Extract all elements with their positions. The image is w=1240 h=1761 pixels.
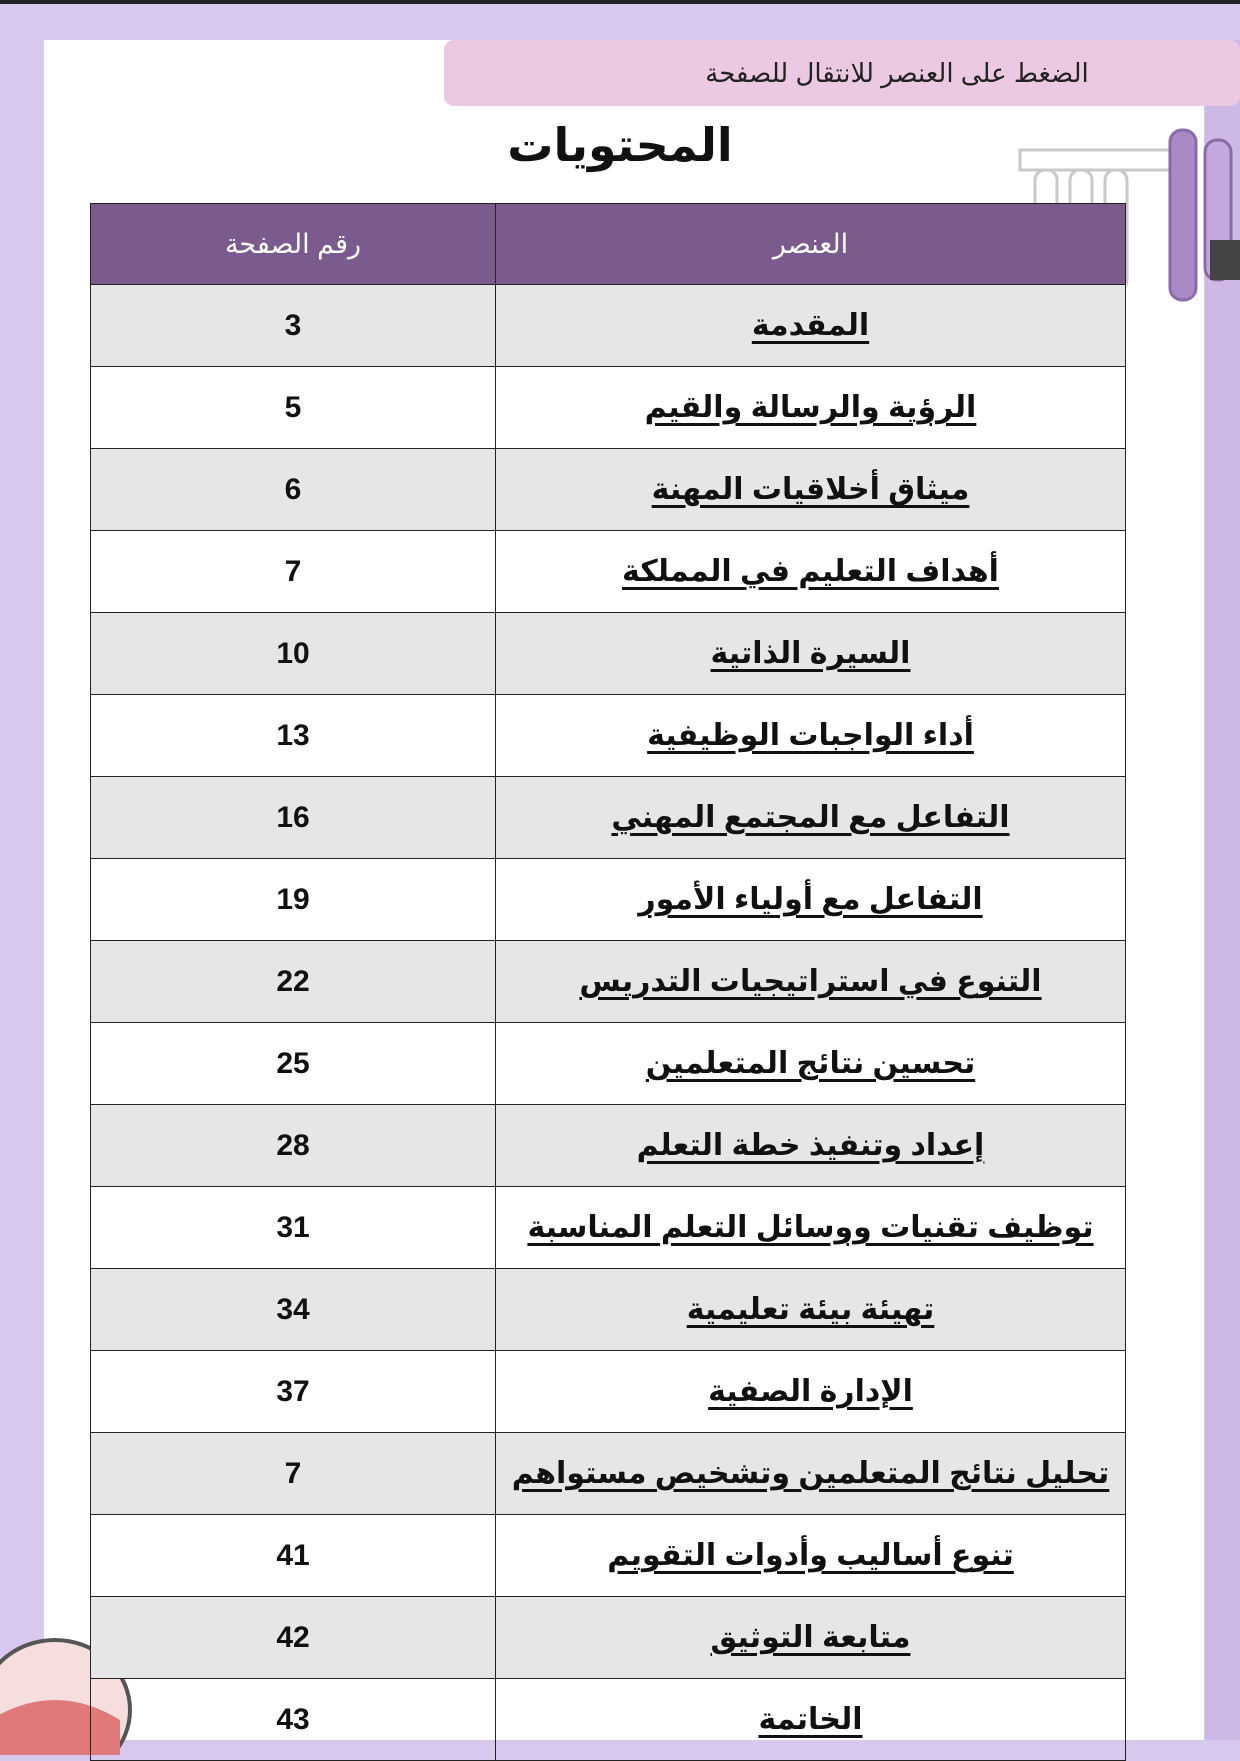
page-number: 16 <box>91 777 496 859</box>
toc-item-link[interactable]: التفاعل مع أولياء الأمور <box>638 883 983 916</box>
toc-item-link[interactable]: تهيئة بيئة تعليمية <box>686 1293 935 1326</box>
table-row <box>91 1597 1126 1679</box>
table-row <box>91 1351 1126 1433</box>
table-row <box>91 777 1126 859</box>
table-row <box>91 613 1126 695</box>
page-number: 5 <box>91 367 496 449</box>
table-row <box>91 1023 1126 1105</box>
toc-item-cell <box>496 367 1126 449</box>
column-header-page: رقم الصفحة <box>91 204 496 285</box>
toc-item-link[interactable]: إعداد وتنفيذ خطة التعلم <box>636 1129 985 1162</box>
toc-item-cell <box>496 941 1126 1023</box>
page-number: 7 <box>91 531 496 613</box>
toc-item-link[interactable]: تحليل نتائج المتعلمين وتشخيص مستواهم <box>511 1457 1110 1490</box>
page-title: المحتويات <box>507 119 733 171</box>
toc-item-cell <box>496 1351 1126 1433</box>
toc-item-cell <box>496 1515 1126 1597</box>
page-number: 41 <box>91 1515 496 1597</box>
toc-item-cell <box>496 449 1126 531</box>
table-header-row <box>91 204 1126 285</box>
page-number: 43 <box>91 1679 496 1761</box>
toc-item-link[interactable]: الخاتمة <box>758 1703 863 1736</box>
toc-item-link[interactable]: أهداف التعليم في المملكة <box>622 555 999 588</box>
table-row <box>91 1269 1126 1351</box>
toc-item-link[interactable]: الرؤية والرسالة والقيم <box>644 391 977 424</box>
table-row <box>91 1679 1126 1761</box>
toc-item-cell <box>496 777 1126 859</box>
toc-item-cell <box>496 1187 1126 1269</box>
page-number: 6 <box>91 449 496 531</box>
toc-item-cell <box>496 1105 1126 1187</box>
navigation-hint-text: الضغط على العنصر للانتقال للصفحة <box>705 57 1089 88</box>
page-number: 28 <box>91 1105 496 1187</box>
top-border <box>0 0 1240 4</box>
toc-item-link[interactable]: الإدارة الصفية <box>708 1375 913 1408</box>
table-row <box>91 1187 1126 1269</box>
toc-item-cell <box>496 1269 1126 1351</box>
page-number: 31 <box>91 1187 496 1269</box>
table-row <box>91 1105 1126 1187</box>
table-row <box>91 1433 1126 1515</box>
contents-table <box>90 203 1126 1761</box>
toc-item-link[interactable]: توظيف تقنيات ووسائل التعلم المناسبة <box>527 1211 1094 1244</box>
toc-item-link[interactable]: ميثاق أخلاقيات المهنة <box>651 473 970 506</box>
toc-item-link[interactable]: المقدمة <box>751 309 870 342</box>
toc-item-link[interactable]: تحسين نتائج المتعلمين <box>645 1047 976 1080</box>
toc-item-cell <box>496 613 1126 695</box>
toc-item-link[interactable]: متابعة التوثيق <box>710 1621 911 1654</box>
toc-item-link[interactable]: تنوع أساليب وأدوات التقويم <box>607 1539 1014 1572</box>
toc-item-link[interactable]: السيرة الذاتية <box>710 637 911 670</box>
toc-item-cell <box>496 1679 1126 1761</box>
toc-item-link[interactable]: أداء الواجبات الوظيفية <box>647 719 974 752</box>
toc-item-cell <box>496 285 1126 367</box>
toc-item-link[interactable]: التنوع في استراتيجيات التدريس <box>579 965 1042 998</box>
table-row <box>91 1515 1126 1597</box>
page-number: 13 <box>91 695 496 777</box>
table-row <box>91 941 1126 1023</box>
column-header-item: العنصر <box>496 204 1126 285</box>
table-row <box>91 859 1126 941</box>
page-number: 3 <box>91 285 496 367</box>
page-number: 22 <box>91 941 496 1023</box>
toc-item-link[interactable]: التفاعل مع المجتمع المهني <box>611 801 1010 834</box>
page-number: 10 <box>91 613 496 695</box>
page-number: 7 <box>91 1433 496 1515</box>
page-number: 34 <box>91 1269 496 1351</box>
toc-item-cell <box>496 531 1126 613</box>
navigation-hint <box>444 40 1240 106</box>
table-row <box>91 285 1126 367</box>
toc-item-cell <box>496 1023 1126 1105</box>
table-row <box>91 695 1126 777</box>
page-number: 37 <box>91 1351 496 1433</box>
table-row <box>91 449 1126 531</box>
page-number: 42 <box>91 1597 496 1679</box>
toc-item-cell <box>496 859 1126 941</box>
table-row <box>91 531 1126 613</box>
table-row <box>91 367 1126 449</box>
toc-item-cell <box>496 1597 1126 1679</box>
toc-item-cell <box>496 695 1126 777</box>
toc-item-cell <box>496 1433 1126 1515</box>
page-number: 25 <box>91 1023 496 1105</box>
page-number: 19 <box>91 859 496 941</box>
